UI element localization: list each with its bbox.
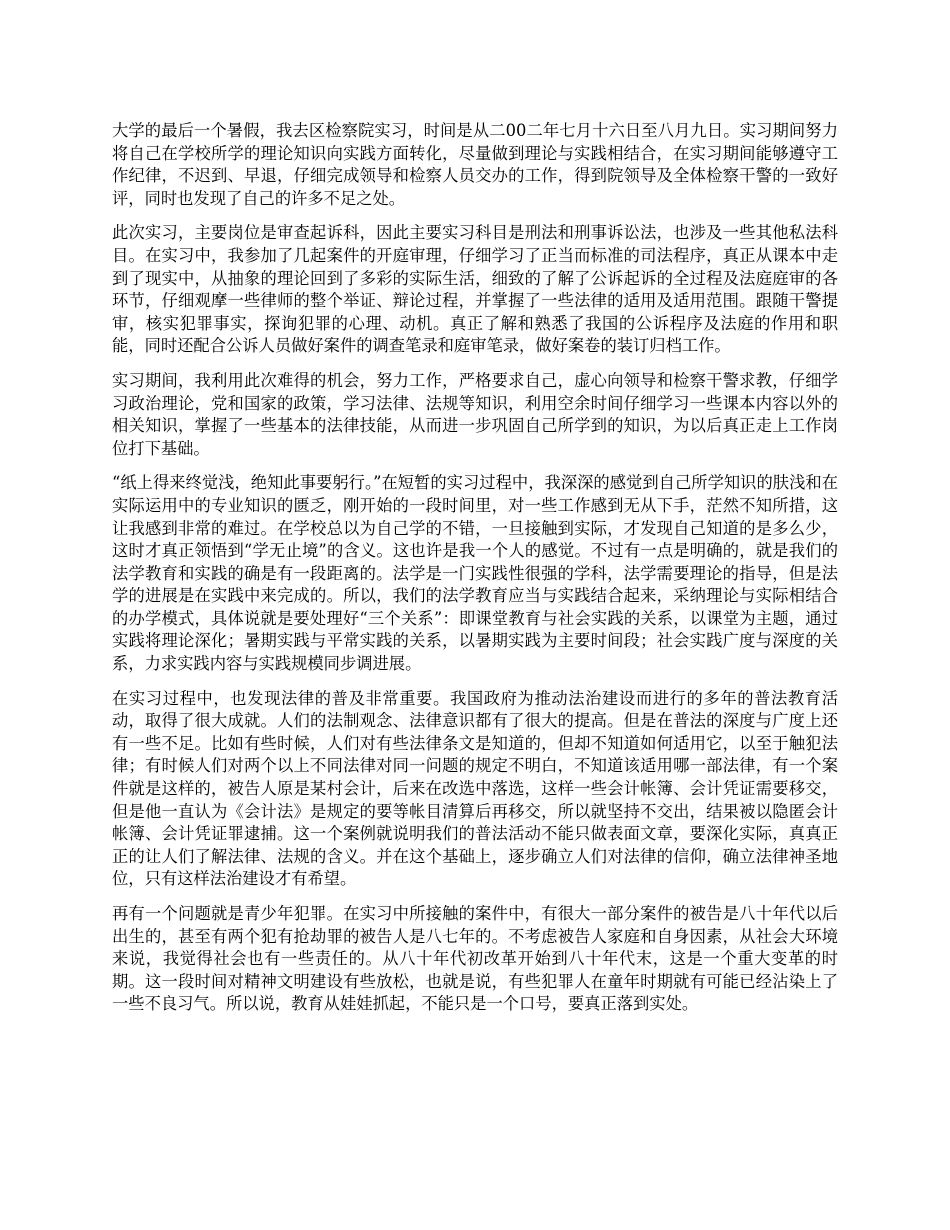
paragraph-internship-overview: 大学的最后一个暑假，我去区检察院实习，时间是从二00二年七月十六日至八月九日。实习期间努力将自己在学校所学的理论知识向实践方面转化，尽量做到理论与实践相结合，在实习期间能够遵守工作纪律，不迟到、早退，仔细完成领导和检察人员交办的工作，得到院领导及全体检察干警的一致好评，同时也发现了自己的许多不足之处。	[112, 121, 838, 208]
paragraph-main-post: 此次实习，主要岗位是审查起诉科，因此主要实习科目是刑法和刑事诉讼法，也涉及一些其他私法科目。在实习中，我参加了几起案件的开庭审理，仔细学习了正当而标准的司法程序，真正从课本中走到了现实中，从抽象的理论回到了多彩的实际生活，细致的了解了公诉起诉的全过程及法庭庭审的各环节，仔细观摩一些律师的整个举证、辩论过程，并掌握了一些法律的适用及适用范围。跟随干警提审，核实犯罪事实，探询犯罪的心理、动机。真正了解和熟悉了我国的公诉程序及法庭的作用和职能，同时还配合公诉人员做好案件的调查笔录和庭审笔录，做好案卷的装订归档工作。	[112, 223, 838, 356]
paragraph-self-study: 实习期间，我利用此次难得的机会，努力工作，严格要求自己，虚心向领导和检察干警求教，仔细学习政治理论，党和国家的政策，学习法律、法规等知识，利用空余时间仔细学习一些课本内容以外的相关知识，掌握了一些基本的法律技能，从而进一步巩固自己所学到的知识，为以后真正走上工作岗位打下基础。	[112, 370, 838, 458]
paragraph-youth-crime: 再有一个问题就是青少年犯罪。在实习中所接触的案件中，有很大一部分案件的被告是八十年代以后出生的，甚至有两个犯有抢劫罪的被告人是八七年的。不考虑被告人家庭和自身因素，从社会大环境来说，我觉得社会也有一些责任的。从八十年代初改革开始到八十年代末，这是一个重大变革的时期。这一段时间对精神文明建设有些放松，也就是说，有些犯罪人在童年时期就有可能已经沾染上了一些不良习气。所以说，教育从娃娃抓起，不能只是一个口号，要真正落到实处。	[112, 904, 838, 1014]
paragraph-law-popularization: 在实习过程中，也发现法律的普及非常重要。我国政府为推动法治建设而进行的多年的普法教育活动，取得了很大成就。人们的法制观念、法律意识都有了很大的提高。但是在普法的深度与广度上还有一些不足。比如有些时候，人们对有些法律条文是知道的，但却不知道如何适用它，以至于触犯法律；有时候人们对两个以上不同法律对同一问题的规定不明白，不知道该适用哪一部法律，有一个案件就是这样的，被告人原是某村会计，后来在改选中落选，这样一些会计帐簿、会计凭证需要移交，但是他一直认为《会计法》是规定的要等帐目清算后再移交，所以就坚持不交出，结果被以隐匿会计帐簿、会计凭证罪逮捕。这一个案例就说明我们的普法活动不能只做表面文章，要深化实际，真真正正的让人们了解法律、法规的含义。并在这个基础上，逐步确立人们对法律的信仰，确立法律神圣地位，只有这样法治建设才有希望。	[112, 688, 838, 889]
document-body	[112, 120, 838, 1028]
paragraph-theory-practice: “纸上得来终觉浅，绝知此事要躬行。”在短暂的实习过程中，我深深的感觉到自己所学知识的肤浅和在实际运用中的专业知识的匮乏，刚开始的一段时间里，对一些工作感到无从下手，茫然不知所措，这让我感到非常的难过。在学校总以为自己学的不错，一旦接触到实际，才发现自己知道的是多么少，这时才真正领悟到“学无止境”的含义。这也许是我一个人的感觉。不过有一点是明确的，就是我们的法学教育和实践的确是有一段距离的。法学是一门实践性很强的学科，法学需要理论的指导，但是法学的进展是在实践中来完成的。所以，我们的法学教育应当与实践结合起来，采纳理论与实际相结合的办学模式，具体说就是要处理好“三个关系”：即课堂教育与社会实践的关系，以课堂为主题，通过实践将理论深化；暑期实践与平常实践的关系，以暑期实践为主要时间段；社会实践广度与深度的关系，力求实践内容与实践规模同步调进展。	[112, 473, 838, 674]
